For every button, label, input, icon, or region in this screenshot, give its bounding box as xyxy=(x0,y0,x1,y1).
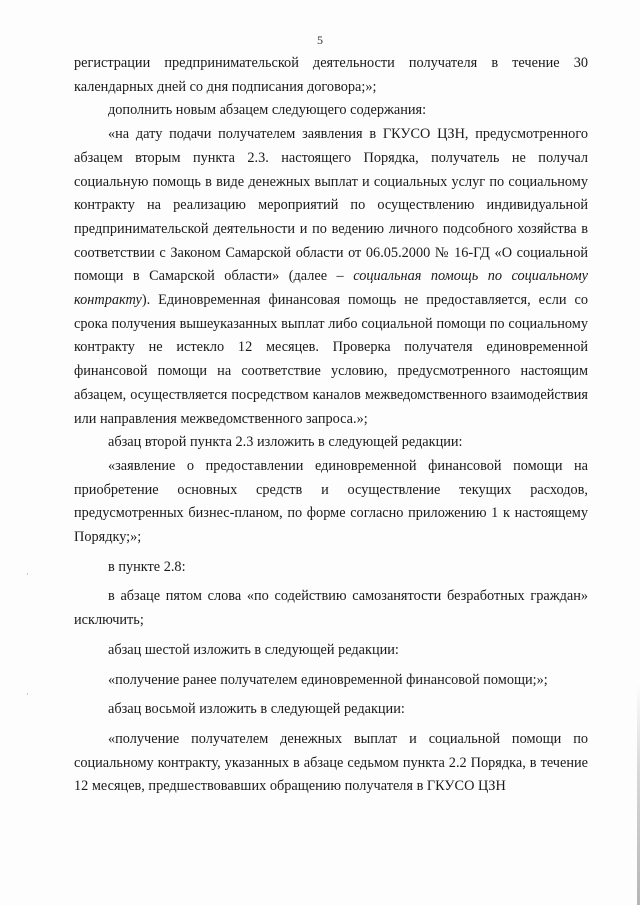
paragraph-2-8-heading: в пункте 2.8: xyxy=(108,558,186,575)
paragraph-continuation: регистрации предпринимательской деятельности получателя в течение 30 календарных дней со дня подписания договора;»; xyxy=(74,55,588,95)
paragraph-add-new: дополнить новым абзацем следующего содержания: xyxy=(108,102,427,119)
paragraph-eighth-abzac: абзац восьмой изложить в следующей редакции: xyxy=(108,701,405,718)
paragraph-sixth-abzac: абзац шестой изложить в следующей редакции: xyxy=(108,641,399,658)
page-number: 5 xyxy=(317,33,323,47)
paragraph-sixth-text: «получение ранее получателем единовременной финансовой помощи;»; xyxy=(108,671,548,688)
clause-text-part1: «на дату подачи получателем заявления в ГКУСО ЦЗН, предусмотренного абзацем вторым пункта 2.3. настоящего Порядка, получатель не получал социальную помощь в виде денежных выплат и социальных услуг по социальному контракту на реализацию мероприятий по осуществлению индивидуальной предпринимательской деятельности и по ведению личного подсобного хозяйства в соответствии с Законом Самарской области от 06.05.2000 № 16-ГД «О социальной помощи в Самарской области» (далее – xyxy=(74,126,588,285)
paragraph-application-text: «заявление о предоставлении единовременной финансовой помощи на приобретение основных средств и осуществление текущих расходов, предусмотренных бизнес-планом, по форме согласно приложению 1 к настоящему Порядку;»; xyxy=(74,457,588,546)
document-body xyxy=(74,52,588,799)
paragraph-new-clause xyxy=(74,123,588,431)
scan-margin-mark: · xyxy=(26,570,29,580)
clause-text-part2: ). Единовременная финансовая помощь не предоставляется, если со срока получения вышеуказанных выплат либо социальной помощи по социальному контракту не истекло 12 месяцев. Проверка получателя единовременной финансовой помощи на соответствие условию, предусмотренного настоящим абзацем, осуществляется посредством каналов межведомственного взаимодействия или направления межведомственного запроса.»; xyxy=(74,292,588,427)
clause-italic-term: социальная помощь по социальному контракту xyxy=(74,268,588,309)
paragraph-eighth-text: «получение получателем денежных выплат и социальной помощи по социальному контракту, указанных в абзаце седьмом пункта 2.2 Порядка, в течение 12 месяцев, предшествовавших обращению получателя в ГКУСО ЦЗН xyxy=(74,730,588,795)
paragraph-2-3-amend: абзац второй пункта 2.3 изложить в следующей редакции: xyxy=(108,434,463,451)
scan-margin-mark: · xyxy=(26,690,29,700)
paragraph-fifth-abzac: в абзаце пятом слова «по содействию самозанятости безработных граждан» исключить; xyxy=(74,588,588,629)
